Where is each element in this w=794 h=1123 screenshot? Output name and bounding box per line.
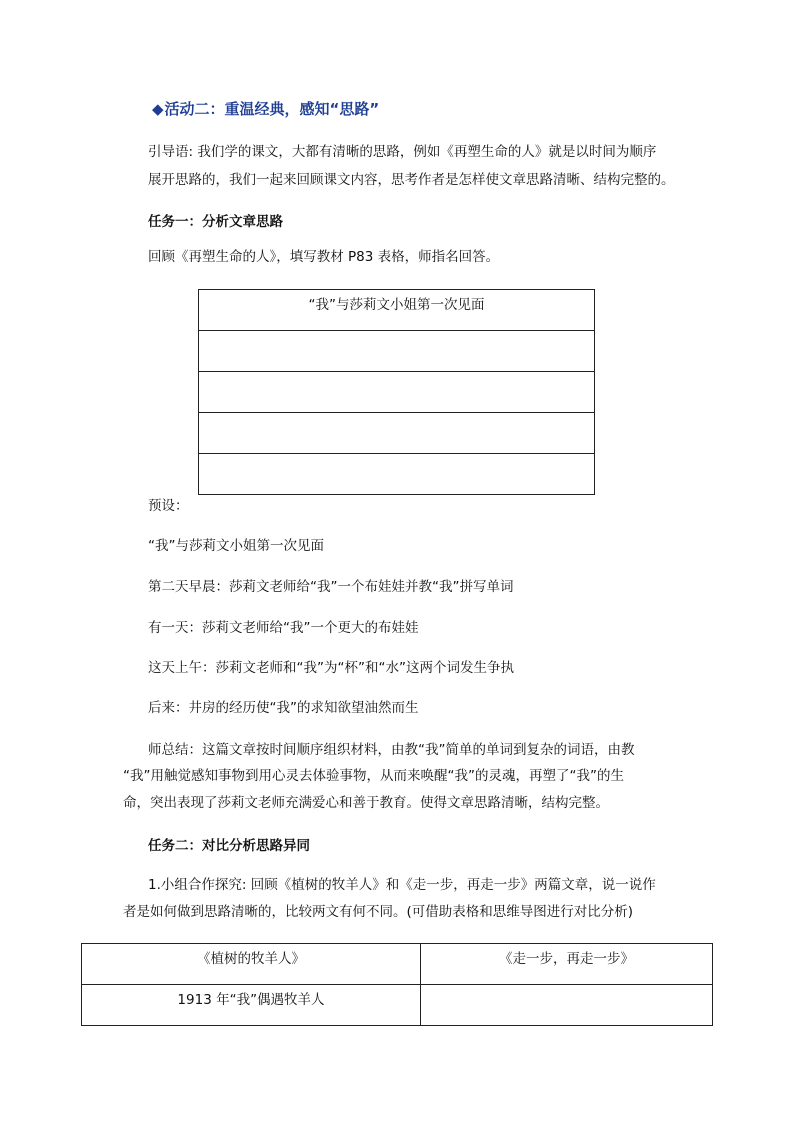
answer-line: “我”与莎莉文小姐第一次见面 xyxy=(148,538,324,554)
task1-title: 任务一：分析文章思路 xyxy=(148,214,283,230)
preset-label: 预设： xyxy=(148,498,189,514)
task2-instruction-line-1: 1.小组合作探究: 回顾《植树的牧羊人》和《走一步，再走一步》两篇文章，说一说作 xyxy=(148,877,656,893)
task1-table xyxy=(198,289,595,495)
section-heading xyxy=(152,98,379,119)
task1-table-cell xyxy=(199,331,595,372)
table-header-cell: 《走一步，再走一步》 xyxy=(421,944,713,985)
table-header-row xyxy=(82,944,713,985)
answer-line: 第二天早晨：莎莉文老师给“我”一个布娃娃并教“我”拼写单词 xyxy=(148,579,514,595)
diamond-bullet-icon: ◆ xyxy=(152,100,164,118)
intro-line-1: 引导语: 我们学的课文，大都有清晰的思路，例如《再塑生命的人》就是以时间为顺序 xyxy=(148,144,657,160)
table-cell xyxy=(421,985,713,1026)
task1-table-cell xyxy=(199,372,595,413)
table-header-cell: 《植树的牧羊人》 xyxy=(82,944,421,985)
task1-table-cell xyxy=(199,290,595,331)
answer-line: 后来：井房的经历使“我”的求知欲望油然而生 xyxy=(148,700,419,716)
section-heading-text: 活动二：重温经典，感知“思路” xyxy=(164,100,380,118)
task1-instruction: 回顾《再塑生命的人》，填写教材 P83 表格，师指名回答。 xyxy=(148,249,500,265)
answer-line: 有一天：莎莉文老师给“我”一个更大的布娃娃 xyxy=(148,620,419,636)
table-cell: 1913 年“我”偶遇牧羊人 xyxy=(82,985,421,1026)
task1-table-cell xyxy=(199,413,595,454)
answer-line: 这天上午：莎莉文老师和“我”为“杯”和“水”这两个词发生争执 xyxy=(148,660,514,676)
task2-title: 任务二：对比分析思路异同 xyxy=(148,838,310,854)
task1-table-cell xyxy=(199,454,595,495)
summary-line-2: “我”用触觉感知事物到用心灵去体验事物，从而来唤醒“我”的灵魂，再塑了“我”的生 xyxy=(123,768,624,784)
comparison-table xyxy=(81,943,713,1026)
summary-line-3: 命，突出表现了莎莉文老师充满爱心和善于教育。使得文章思路清晰，结构完整。 xyxy=(123,795,609,811)
intro-line-2: 展开思路的，我们一起来回顾课文内容，思考作者是怎样使文章思路清晰、结构完整的。 xyxy=(148,172,675,188)
task1-table-cell-text: “我”与莎莉文小姐第一次见面 xyxy=(308,297,485,313)
summary-line-1: 师总结：这篇文章按时间顺序组织材料，由教“我”简单的单词到复杂的词语，由教 xyxy=(148,742,635,758)
task2-instruction-line-2: 者是如何做到思路清晰的，比较两文有何不同。(可借助表格和思维导图进行对比分析) xyxy=(123,904,634,920)
table-row xyxy=(82,985,713,1026)
